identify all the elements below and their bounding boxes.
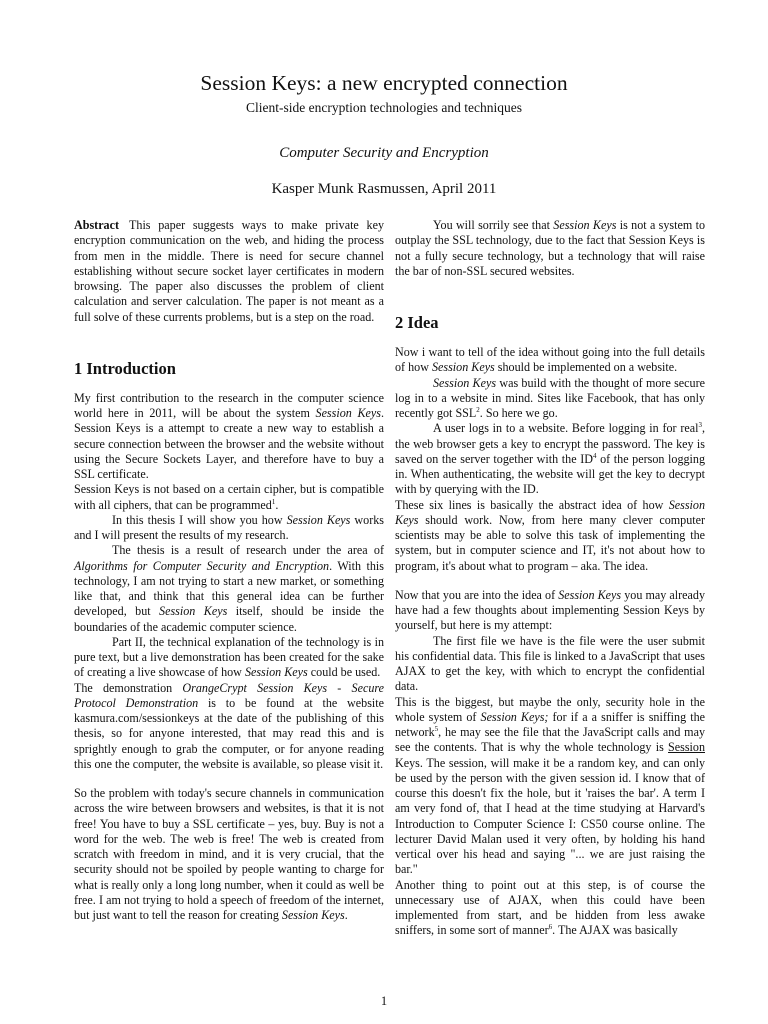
idea-paragraph: Another thing to point out at this step, is of course the unnecessary use of AJAX, when this could have been implemented from start, and be hidden from less awake sniffers, in some sort of manner$^6$. The AJAX was basically bbox=[395, 877, 705, 938]
paper-title: Session Keys: a new encrypted connection bbox=[200, 71, 568, 95]
idea-paragraph: The first file we have is the file were the user submit his confidential data. This file is linked to a JavaScript that uses AJAX to get the key, with which to encrypt the confidential data. bbox=[395, 633, 705, 694]
idea-paragraph: This is the biggest, but maybe the only, security hole in the whole system of Session Keys; for if a a sniffer is sniffing the network$^5$, he may see the file that the JavaScript calls and may see the contents. That is why the whole technology is Session Keys. The session, will make it be a random key, and can only be used by the person with the given session id. I know that of course this doesn't fix the hole, but it 'raises the bar'. A term I am very fond of, that I head at the time studying at Harvard's Introduction to Computer Science I: CS50 course online. The lecturer David Malan used it very often, by holding his hand vertical over his head and saying "... we are just raising the bar." bbox=[395, 694, 706, 877]
idea-paragraph: These six lines is basically the abstract idea of how Session Keys should work. Now, from here many clever computer scientists may be able to solve this task of implementing the system, but in computer science and IT, it's not about how to program, it's about what to program – aka. The idea. bbox=[395, 497, 705, 573]
footnote-marker: 4 bbox=[592, 451, 597, 460]
intro-paragraph: In this thesis I will show you how Session Keys works and I will present the results of my research. bbox=[74, 512, 384, 542]
paper-subtitle: Client-side encryption technologies and techniques bbox=[246, 100, 522, 115]
section-heading-idea: 2 Idea bbox=[395, 313, 439, 332]
author-line: Kasper Munk Rasmussen, April 2011 bbox=[271, 181, 497, 197]
idea-paragraph: Now i want to tell of the idea without going into the full details of how Session Keys should be implemented on a website. bbox=[395, 345, 705, 375]
section-heading-introduction: 1 Introduction bbox=[74, 358, 176, 378]
intro-paragraph: Session Keys is not based on a certain cipher, but is compatible with all ciphers, that can be programmed$^1$. bbox=[74, 482, 384, 512]
footnote-marker: 6 bbox=[548, 923, 553, 932]
intro-paragraph: Part II, the technical explanation of the technology is in pure text, but a live demonstration has been created for the sake of creating a live showcase of how Session Keys could be used. bbox=[74, 634, 384, 680]
intro-paragraph: The demonstration OrangeCrypt Session Keys - Secure Protocol Demonstration is to be found at the website kasmura.com/sessionkeys at the date of the publishing of this thesis, so for anyone interested, that may read this and is sprightly enough to grab the computer, or for anyone reading this one the computer, the website is available, so please visit it. bbox=[74, 680, 384, 771]
footnote-marker: 5 bbox=[434, 724, 439, 733]
abstract-paragraph bbox=[74, 218, 384, 325]
left-column bbox=[74, 218, 384, 923]
abstract-label: Abstract bbox=[74, 218, 120, 232]
footnote-marker: 3 bbox=[698, 421, 702, 430]
footnote-marker: 1 bbox=[271, 497, 276, 506]
idea-paragraph: Now that you are into the idea of Session Keys you may already have had a few thoughts about implementing Session Keys by yourself, but here is my attempt: bbox=[395, 587, 705, 633]
intro-paragraph: So the problem with today's secure channels in communication across the wire between browsers and websites, is that it is not free! You have to buy a SSL certificate – yes, buy. Buy is not a word for the web. The web is free! The web is created from scratch with freedom in mind, and it is very crucial, that the security should not be spoiled by people wanting to charge for what is really only a long long number, when it could as well be free. I am not trying to hold a speech of freedom of the internet, but just want to tell the reason for creating Session Keys. bbox=[74, 786, 384, 922]
footnote-marker: 2 bbox=[476, 405, 480, 414]
course-name: Computer Security and Encryption bbox=[279, 145, 489, 161]
abstract-text: This paper suggests ways to make private key encryption communication on the web, and hiding the process from men in the middle. There is need for secure channel establishing without secure socket layer certificates in modern browsing. The paper also discusses the problem of client calculation and server calculation. The paper is not meant as a full solve of these currents problems, but is a step on the road. bbox=[74, 218, 384, 324]
right-column bbox=[395, 218, 705, 939]
intro-continuation-paragraph: You will sorrily see that Session Keys is not a system to outplay the SSL technology, due to the fact that Session Keys is not a fully secure technology, but a technology that will raise the bar of non-SSL secured websites. bbox=[395, 218, 705, 278]
idea-paragraph: Session Keys was build with the thought of more secure log in to a website in mind. Sites like Facebook, that has only recently got SSL$^2$. So here we go. bbox=[395, 375, 705, 420]
intro-paragraph: The thesis is a result of research under the area of Algorithms for Computer Security and Encryption. With this technology, I am not trying to start a new market, or something like that, and think that this general idea can be further developed, but Session Keys itself, should be inside the boundaries of the academic computer science. bbox=[74, 543, 384, 634]
idea-paragraph: A user logs in to a website. Before logging in for real$^3$, the web browser gets a key to encrypt the password. The key is saved on the server together with the $ID^4$ of the person logging in. When authenticating, the website will get the key to decrypt with by querying with the ID. bbox=[395, 421, 706, 497]
page-number: 1 bbox=[380, 994, 388, 1008]
intro-paragraph: My first contribution to the research in the computer science world here in 2011, will be about the system Session Keys. Session Keys is a attempt to create a new way to establish a secure connection between the browser and the website without using the Secure Sockets Layer, and therefore have to buy a SSL certificate. bbox=[74, 390, 384, 481]
